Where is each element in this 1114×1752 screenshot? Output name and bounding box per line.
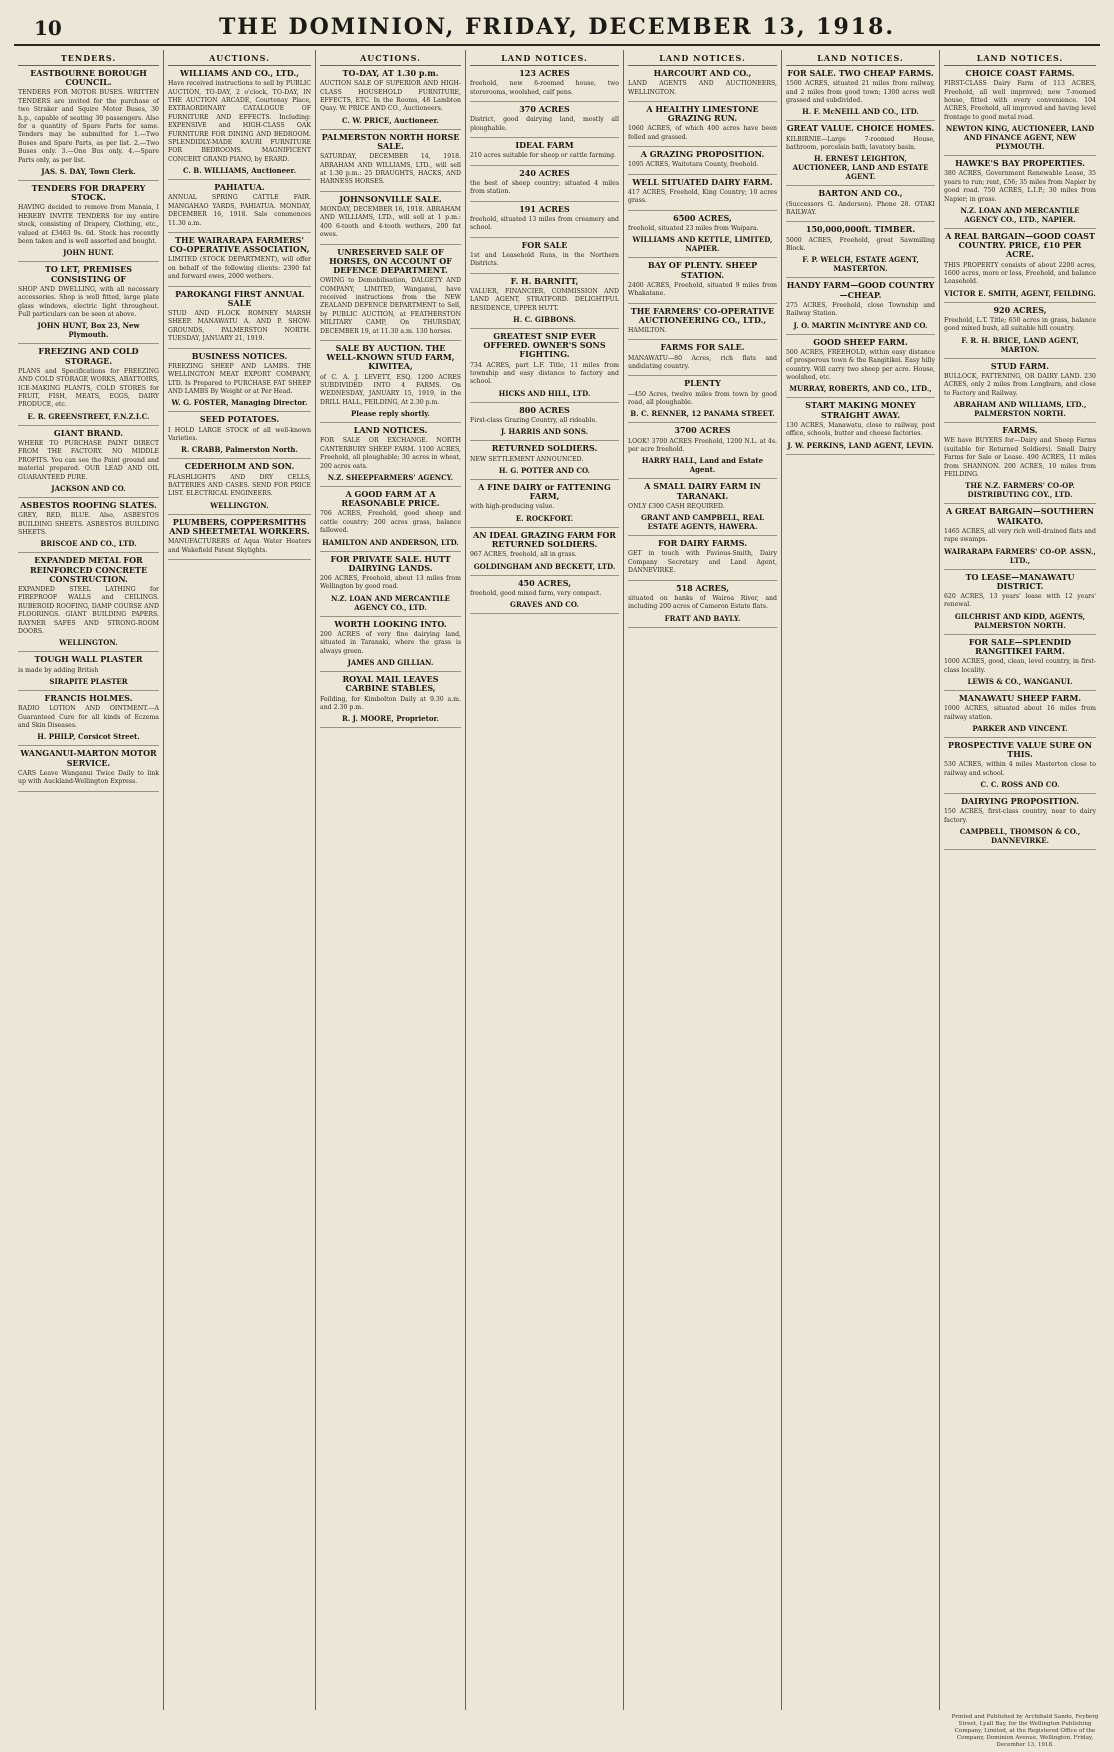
advertisement bbox=[320, 423, 461, 487]
ad-heading: GREATEST SNIP EVER OFFERED. OWNER'S SONS FIGHTING. bbox=[483, 331, 606, 360]
advertisement bbox=[18, 344, 159, 425]
advertisement bbox=[320, 617, 461, 672]
ad-signature: J. O. MARTIN McINTYRE AND CO. bbox=[793, 320, 928, 330]
ad-signature: BRISCOE AND CO., LTD. bbox=[40, 539, 137, 549]
ad-signature: B. C. RENNER, 12 PANAMA STREET. bbox=[630, 409, 775, 419]
ad-heading: WANGANUI-MARTON MOTOR SERVICE. bbox=[20, 748, 157, 768]
ad-heading: A FINE DAIRY or FATTENING FARM, bbox=[478, 481, 611, 502]
advertisement bbox=[18, 181, 159, 262]
ad-signature: H. G. POTTER AND CO. bbox=[498, 465, 591, 475]
ad-heading: HARCOURT AND CO., bbox=[653, 68, 752, 78]
column-heading: LAND NOTICES. bbox=[628, 50, 777, 66]
advertisement bbox=[18, 652, 159, 691]
ad-body-text: AUCTION SALE OF SUPERIOR AND HIGH-CLASS HOUSEHOLD FURNITURE, EFFECTS, ETC. In the Rooms, 48 Lambton Quay. W. PRICE AND CO., Auctioneers. bbox=[320, 80, 461, 113]
advertisement bbox=[168, 349, 311, 413]
ad-signature: C. C. ROSS AND CO. bbox=[980, 780, 1060, 790]
ad-signature: GRANT AND CAMPBELL, REAL ESTATE AGENTS, HAWERA. bbox=[640, 513, 765, 532]
ad-heading: THE FARMERS' CO-OPERATIVE AUCTIONEERING CO., LTD., bbox=[630, 305, 775, 325]
ad-body-text: 1500 ACRES, situated 21 miles from railway, and 2 miles from good town; 1300 acres well grassed and subdivided. bbox=[786, 80, 935, 104]
advertisement bbox=[628, 211, 777, 259]
advertisement bbox=[320, 487, 461, 552]
ad-signature: ABRAHAM AND WILLIAMS, LTD., PALMERSTON NORTH. bbox=[953, 400, 1087, 419]
advertisement bbox=[470, 66, 619, 102]
ad-signature: F. P. WELCH, ESTATE AGENT, MASTERTON. bbox=[802, 255, 919, 274]
advertisement bbox=[470, 274, 619, 329]
ad-heading: A GOOD FARM AT A REASONABLE PRICE. bbox=[341, 489, 440, 509]
ad-body-text: OWING to Demobilisation, DALGETY AND COMPANY, LIMITED, Wanganui, have received instructions from the NEW ZEALAND DEFENCE DEPARTMENT to Sell, by PUBLIC AUCTION, at FEATHERSTON MILITARY CAMP, On THURSDAY, DECEMBER 19, at 11.30 a.m. 130 horses. bbox=[320, 277, 461, 335]
ad-signature: J. HARRIS AND SONS. bbox=[500, 427, 589, 437]
advertisement bbox=[320, 66, 461, 130]
ad-signature: MURRAY, ROBERTS, AND CO., LTD., bbox=[789, 384, 932, 394]
ad-body-text: I HOLD LARGE STOCK of all well-known Varieties. bbox=[168, 426, 311, 443]
newspaper-title: THE DOMINION, FRIDAY, DECEMBER 13, 1918. bbox=[218, 14, 896, 40]
ad-body-text: SATURDAY, DECEMBER 14, 1918. ABRAHAM AND WILLIAMS, LTD., will sell at 1.30 p.m.: 25 DRAUGHTS, HACKS, AND HARNESS HORSES. bbox=[320, 153, 461, 186]
ad-signature: CAMPBELL, THOMSON & CO., DANNEVIRKE. bbox=[959, 827, 1081, 846]
ad-heading: ASBESTOS ROOFING SLATES. bbox=[20, 500, 157, 511]
ad-heading: 518 ACRES, bbox=[675, 582, 730, 593]
advertisement bbox=[18, 262, 159, 344]
ad-heading: TOUGH WALL PLASTER bbox=[34, 654, 143, 665]
ad-signature: GOLDINGHAM AND BECKETT, LTD. bbox=[473, 561, 616, 571]
ad-body-text: 706 ACRES, Freehold, good sheep and cattle country; 200 acres grass, balance fallowed. bbox=[320, 510, 461, 535]
advertisement bbox=[628, 479, 777, 536]
advertisement bbox=[168, 515, 311, 560]
ad-signature: WAIRARAPA FARMERS' CO-OP. ASSN., LTD., bbox=[944, 546, 1096, 565]
ad-body-text: HAVING decided to remove from Manaia, I HEREBY INVITE TENDERS for my entire stock, consisting of Drapery, Clothing, etc., valued at £3463 9s. 6d. Stock has recently been taken and is well assorted and bought. bbox=[18, 204, 159, 246]
ad-heading: 6500 ACRES, bbox=[673, 212, 732, 223]
ad-heading: FARMS FOR SALE. bbox=[660, 342, 745, 353]
ad-signature: JOHN HUNT, Box 23, New Plymouth. bbox=[37, 321, 140, 340]
ad-body-text: 1st and Leasehold Runs, in the Northern Districts. bbox=[470, 251, 619, 268]
ad-body-text: freehold, situated 13 miles from creamery and school. bbox=[470, 215, 619, 232]
ad-body-text: GET in touch with Pavious-Smith, Dairy Company Secretary and Land Agent, DANNEVIRKE. bbox=[628, 550, 777, 575]
ad-heading: CEDERHOLM AND SON. bbox=[184, 461, 295, 472]
ad-body-text: freehold, good mixed farm, very compact. bbox=[470, 589, 602, 597]
advertisement bbox=[944, 303, 1096, 359]
advertisement bbox=[168, 412, 311, 459]
ad-body-text: 2400 ACRES, Freehold, situated 9 miles from Whakatane. bbox=[628, 281, 777, 298]
ad-body-text: freehold, new 6-roomed house, two storerooms, woolshed, calf pens. bbox=[470, 80, 619, 96]
ad-body-text: situated on banks of Wairoa River, and including 200 acres of Cameron Estate flats. bbox=[628, 594, 777, 611]
ad-signature: GILCHRIST AND KIDD, AGENTS, PALMERSTON NORTH. bbox=[954, 611, 1086, 630]
advertisement bbox=[470, 238, 619, 274]
ad-body-text: SHOP AND DWELLING, with all necessary accessories. Shop is well fitted, large plate glass windows, electric light throughout. Full particulars can be seen at above. bbox=[18, 285, 159, 319]
masthead bbox=[14, 10, 1100, 46]
advertisement bbox=[320, 341, 461, 423]
advertisement bbox=[470, 102, 619, 138]
ad-heading: TENDERS FOR DRAPERY STOCK. bbox=[31, 183, 146, 203]
ad-heading: TO-DAY, AT 1.30 p.m. bbox=[342, 68, 439, 78]
ad-signature: C. W. PRICE, Auctioneer. bbox=[342, 115, 439, 125]
ad-body-text: (Successors G. Anderson). Phone 28. OTAKI RAILWAY. bbox=[786, 200, 935, 216]
ad-body-text: LAND AGENTS AND AUCTIONEERS, WELLINGTON. bbox=[628, 80, 777, 96]
ad-body-text: MONDAY, DECEMBER 16, 1918. ABRAHAM AND WILLIAMS, LTD., will sell at 1 p.m.: 400 6-tooth and 4-tooth wethers, 200 fat ewes. bbox=[320, 206, 461, 239]
ad-heading: FARMS. bbox=[1002, 425, 1038, 436]
ad-body-text: MANUFACTURERS of Aqua Water Heaters and Wakefield Patent Skylights. bbox=[168, 538, 311, 554]
advertisement bbox=[470, 576, 619, 615]
column-heading: AUCTIONS. bbox=[320, 50, 461, 66]
ad-signature: R. CRABB, Palmerston North. bbox=[181, 445, 298, 455]
advertisement bbox=[944, 156, 1096, 229]
ad-body-text: 200 ACRES of very fine dairying land, situated in Taranaki, where the grass is always green. bbox=[320, 631, 461, 655]
column-heading: LAND NOTICES. bbox=[470, 50, 619, 66]
ad-body-text: EXPANDED STEEL LATHING for FIREPROOF WALLS and CEILINGS. RUBEROID ROOFING, DAMP COURSE AND FLOORINGS. GIANT BUILDING PAPERS. RAYNER SAFES AND STRONG-ROOM DOORS. bbox=[18, 586, 159, 636]
ad-heading: BAY OF PLENTY. SHEEP STATION. bbox=[647, 260, 758, 280]
ad-heading: FOR DAIRY FARMS. bbox=[657, 538, 748, 549]
ad-heading: JOHNSONVILLE SALE. bbox=[339, 193, 442, 204]
ad-body-text: 1465 ACRES, all very rich well-drained flats and rape swamps. bbox=[944, 527, 1096, 544]
ad-signature: SIRAPITE PLASTER bbox=[49, 677, 128, 687]
advertisement bbox=[320, 245, 461, 341]
ad-heading: RETURNED SOLDIERS. bbox=[491, 443, 598, 454]
advertisement bbox=[944, 738, 1096, 794]
ad-signature: E. ROCKFORT. bbox=[515, 513, 574, 523]
advertisement bbox=[944, 794, 1096, 850]
ad-signature: VICTOR E. SMITH, AGENT, FEILDING. bbox=[944, 288, 1096, 298]
ad-body-text: TENDERS FOR MOTOR BUSES. WRITTEN TENDERS are invited for the purchase of two Straker and Squire Motor Buses, 30 h.p., capable of seating 30 passengers. Also for a quantity of Spare Parts for same. Tenders may be submitted for 1.—Two Buses and Spare Parts, as per list. 2.—Two Buses only. 3.—One Bus only. 4.—Spare Parts only, as per list. bbox=[18, 89, 159, 164]
ad-heading: EASTBOURNE BOROUGH COUNCIL. bbox=[30, 68, 147, 88]
advertisement bbox=[944, 66, 1096, 156]
ad-heading: 150,000,000ft. TIMBER. bbox=[805, 224, 916, 235]
ad-body-text: 620 ACRES, 13 years' lease with 12 years' renewal. bbox=[944, 593, 1096, 609]
ad-heading: PLUMBERS, COPPERSMITHS AND SHEETMETAL WORKERS. bbox=[169, 516, 310, 537]
ad-body-text: 417 ACRES, Freehold, King Country; 10 acres grass. bbox=[628, 188, 777, 205]
ad-body-text: the best of sheep country; situated 4 miles from station. bbox=[470, 179, 619, 196]
ad-body-text: STUD AND FLOCK ROMNEY MARSH SHEEP. MANAWATU A. AND P. SHOW-GROUNDS, PALMERSTON NORTH. TUESDAY, JANUARY 21, 1919. bbox=[168, 310, 311, 343]
ad-body-text: Freehold, L.T. Title; 650 acres in grass, balance good mixed bush, all suitable hill country. bbox=[944, 317, 1096, 333]
ad-heading: 450 ACRES, bbox=[517, 577, 572, 588]
ad-heading: 920 ACRES, bbox=[993, 304, 1047, 315]
ad-body-text: ONLY £300 CASH REQUIRED. bbox=[628, 502, 725, 510]
newspaper-columns bbox=[14, 50, 1100, 1710]
advertisement bbox=[944, 229, 1096, 303]
ad-body-text: ANNUAL SPRING CATTLE FAIR. MANGAHAO YARDS, PAHIATUA. MONDAY, DECEMBER 16, 1918. Sale commences 11.30 a.m. bbox=[168, 194, 311, 227]
ad-heading: A GREAT BARGAIN—SOUTHERN WAIKATO. bbox=[945, 506, 1095, 526]
advertisement bbox=[628, 147, 777, 175]
ad-heading: DAIRYING PROPOSITION. bbox=[960, 796, 1080, 807]
ad-signature: WELLINGTON. bbox=[210, 500, 269, 510]
column-5 bbox=[624, 50, 782, 1710]
ad-heading: FRANCIS HOLMES. bbox=[44, 693, 133, 704]
ad-signature: E. R. GREENSTREET, F.N.Z.I.C. bbox=[27, 411, 150, 421]
ad-body-text: District, good dairying land, mostly all ploughable. bbox=[470, 116, 619, 132]
advertisement bbox=[628, 66, 777, 102]
ad-signature: J. W. PERKINS, LAND AGENT, LEVIN. bbox=[787, 440, 934, 450]
ad-body-text: 734 ACRES, part L.F. Title, 11 miles from township and easy distance to factory and school. bbox=[470, 361, 619, 386]
ad-body-text: 967 ACRES, freehold, all in grass. bbox=[470, 551, 577, 559]
ad-body-text: 5000 ACRES, Freehold, great Sawmilling Block. bbox=[786, 236, 935, 252]
ad-body-text: 1000 ACRES, good, clean, level country, in first-class locality. bbox=[944, 658, 1096, 674]
advertisement bbox=[470, 528, 619, 576]
ad-signature: HICKS AND HILL, LTD. bbox=[498, 388, 591, 398]
advertisement bbox=[628, 258, 777, 303]
ad-heading: HANDY FARM—GOOD COUNTRY—CHEAP. bbox=[786, 280, 935, 300]
ad-heading: CHOICE COAST FARMS. bbox=[965, 68, 1075, 78]
ad-signature: N.Z. LOAN AND MERCANTILE AGENCY CO., LTD., NAPIER. bbox=[960, 206, 1080, 225]
ad-heading: WILLIAMS AND CO., LTD., bbox=[180, 68, 299, 78]
ad-signature: WILLIAMS AND KETTLE, LIMITED, NAPIER. bbox=[632, 235, 773, 254]
advertisement bbox=[786, 335, 935, 399]
ad-heading: GOOD SHEEP FARM. bbox=[813, 336, 908, 347]
ad-body-text: 530 ACRES, within 4 miles Masterton close to railway and school. bbox=[944, 761, 1096, 777]
ad-body-text: RADIO LOTION AND OINTMENT.—A Guaranteed Cure for all kinds of Eczema and Skin Diseases. bbox=[18, 705, 159, 730]
ad-heading: GIANT BRAND. bbox=[53, 427, 124, 438]
ad-heading: FREEZING AND COLD STORAGE. bbox=[38, 346, 139, 366]
ad-body-text: VALUER, FINANCIER, COMMISSION AND LAND AGENT, STRATFORD. DELIGHTFUL RESIDENCE, UPPER HUTT. bbox=[470, 287, 619, 312]
advertisement bbox=[320, 672, 461, 728]
ad-body-text: 210 acres suitable for sheep or cattle farming. bbox=[470, 152, 617, 160]
advertisement bbox=[944, 635, 1096, 691]
ad-body-text: 1095 ACRES, Waitotara County, freehold. bbox=[628, 161, 759, 169]
column-heading: AUCTIONS. bbox=[168, 50, 311, 66]
ad-body-text: CARS Leave Wanganui Twice Daily to link up with Auckland-Wellington Express. bbox=[18, 769, 159, 786]
advertisement bbox=[320, 130, 461, 192]
ad-body-text: Feilding, for Kimbolton Daily at 9.30 a.m. and 2.30 p.m. bbox=[320, 695, 461, 711]
ad-heading: GREAT VALUE. CHOICE HOMES. bbox=[786, 123, 935, 134]
advertisement bbox=[944, 504, 1096, 569]
ad-heading: TO LEASE—MANAWATU DISTRICT. bbox=[965, 571, 1075, 591]
ad-signature: FRATT AND BAYLY. bbox=[664, 613, 741, 623]
column-heading: LAND NOTICES. bbox=[944, 50, 1096, 66]
ad-body-text: KILBIRNIE—Large 7-roomed House, bathroom, porcelain bath, lavatory basin. bbox=[786, 135, 935, 151]
ad-signature: GRAVES AND CO. bbox=[509, 600, 579, 610]
ad-signature: F. R. H. BRICE, LAND AGENT, MARTON. bbox=[961, 335, 1079, 354]
column-7 bbox=[940, 50, 1100, 1710]
ad-signature: C. B. WILLIAMS, Auctioneer. bbox=[182, 166, 297, 176]
advertisement bbox=[944, 691, 1096, 738]
ad-body-text: 500 ACRES, FREEHOLD, within easy distance of prosperous town & the Rangitikei. Easy hilly country. Will carry two sheep per acre. House, woolshed, etc. bbox=[786, 348, 935, 381]
advertisement bbox=[628, 304, 777, 341]
ad-body-text: LIMITED (STOCK DEPARTMENT), will offer on behalf of the following clients: 2390 fat and forward ewes, 2000 wethers. bbox=[168, 256, 311, 281]
advertisement bbox=[18, 426, 159, 498]
ad-body-text: 130 ACRES, Manawatu, close to railway, post office, schools, butter and cheese factories. bbox=[786, 421, 935, 438]
column-4 bbox=[466, 50, 624, 1710]
ad-signature: HARRY HALL, Land and Estate Agent. bbox=[641, 456, 764, 475]
ad-heading: STUD FARM. bbox=[990, 360, 1050, 371]
advertisement bbox=[470, 403, 619, 442]
ad-heading: 240 ACRES bbox=[519, 167, 570, 178]
advertisement bbox=[628, 423, 777, 479]
ad-heading: EXPANDED METAL FOR REINFORCED CONCRETE CONSTRUCTION. bbox=[29, 555, 148, 584]
ad-body-text: 275 ACRES, Freehold, close Township and Railway Station. bbox=[786, 301, 935, 318]
ad-heading: UNRESERVED SALE OF HORSES, ON ACCOUNT OF DEFENCE DEPARTMENT. bbox=[329, 246, 452, 275]
advertisement bbox=[18, 553, 159, 652]
ad-body-text: FREEZING SHEEP AND LAMBS. THE WELLINGTON MEAT EXPORT COMPANY, LTD. Is Prepared to PURCHASE FAT SHEEP AND LAMBS By Weight or at Per Head. bbox=[168, 362, 311, 396]
ad-heading: A HEALTHY LIMESTONE GRAZING RUN. bbox=[646, 104, 759, 124]
ad-heading: TO LET, PREMISES CONSISTING OF bbox=[44, 264, 133, 284]
ad-heading: A GRAZING PROPOSITION. bbox=[640, 149, 765, 160]
ad-heading: FOR PRIVATE SALE. HUTT DAIRYING LANDS. bbox=[330, 553, 451, 573]
ad-heading: FOR SALE. TWO CHEAP FARMS. bbox=[787, 68, 934, 78]
column-heading: TENDERS. bbox=[18, 50, 159, 66]
ad-heading: PAHIATUA. bbox=[214, 182, 265, 193]
ad-heading: 800 ACRES bbox=[519, 404, 570, 415]
ad-heading: A SMALL DAIRY FARM IN TARANAKI. bbox=[644, 481, 761, 501]
ad-body-text: HAMILTON. bbox=[628, 326, 667, 334]
ad-signature: N.Z. LOAN AND MERCANTILE AGENCY CO., LTD. bbox=[331, 593, 450, 612]
advertisement bbox=[470, 329, 619, 403]
ad-signature: N.Z. SHEEPFARMERS' AGENCY. bbox=[327, 473, 454, 483]
ad-heading: THE WAIRARAPA FARMERS' CO-OPERATIVE ASSOCIATION, bbox=[169, 235, 310, 255]
advertisement bbox=[470, 166, 619, 202]
advertisement bbox=[18, 691, 159, 746]
ad-heading: PALMERSTON NORTH HORSE SALE. bbox=[321, 131, 460, 151]
ad-signature: Please reply shortly. bbox=[351, 409, 430, 419]
ad-signature: HAMILTON AND ANDERSON, LTD. bbox=[322, 537, 459, 547]
ad-signature: H. F. McNEILL AND CO., LTD. bbox=[802, 107, 919, 117]
ad-heading: 3700 ACRES bbox=[674, 425, 731, 436]
ad-body-text: 1060 ACRES, of which 400 acres have been felled and grassed. bbox=[628, 125, 777, 141]
ad-body-text: with high-producing value. bbox=[470, 503, 555, 511]
ad-body-text: is made by adding British bbox=[18, 666, 99, 674]
advertisement bbox=[786, 186, 935, 222]
ad-heading: BUSINESS NOTICES. bbox=[191, 350, 288, 361]
ad-body-text: GREY, RED, BLUE. Also, ASBESTOS BUILDING SHEETS. ASBESTOS BUILDING SHEETS. bbox=[18, 512, 159, 537]
advertisement bbox=[944, 570, 1096, 635]
ad-body-text: WE have BUYERS for—Dairy and Sheep Farms (suitable for Returned Soldiers). Small Dairy Farms for Sale or Lease. 490 ACRES, 11 miles from SHANNON. 200 ACRES, 10 miles from FEILDING. bbox=[944, 437, 1096, 479]
ad-heading: IDEAL FARM bbox=[515, 140, 574, 150]
ad-body-text: FIRST-CLASS Dairy Farm of 113 ACRES, Freehold, all well improved; new 7-roomed house, fitted with every convenience. 104 ACRES, Freehold, all improved and having level frontage to good metal road. bbox=[944, 80, 1096, 121]
column-1 bbox=[14, 50, 164, 1710]
advertisement bbox=[786, 222, 935, 278]
ad-signature: PARKER AND VINCENT. bbox=[972, 724, 1068, 733]
ad-heading: 123 ACRES bbox=[519, 68, 570, 78]
ad-body-text: FLASHLIGHTS AND DRY CELLS, BATTERIES AND CASES. SEND FOR PRICE LIST. ELECTRICAL ENGINEERS. bbox=[168, 473, 311, 498]
ad-heading: F. H. BARNITT, bbox=[510, 275, 579, 286]
advertisement bbox=[168, 233, 311, 287]
advertisement bbox=[628, 102, 777, 147]
ad-body-text: WHERE TO PURCHASE PAINT DIRECT FROM THE FACTORY. NO MIDDLE PROFITS. You can see the Paint ground and material prepared. OUR LEAD AND OIL GUARANTEED PURE. bbox=[18, 440, 159, 481]
ad-body-text: Have received instructions to sell by PUBLIC AUCTION, TO-DAY, 2 o'clock, TO-DAY, IN THE AUCTION ARCADE, Courtenay Place, EXTRAORDINARY CATALOGUE OF FURNITURE AND EFFECTS. Including: EXPENSIVE and HIGH-CLASS OAK FURNITURE FOR DINING AND BEDROOM. SPLENDIDLY-MADE KAURI FURNITURE FOR BEDROOMS. MAGNIFICENT CONCERT GRAND PIANO, by ERARD. bbox=[168, 80, 311, 163]
ad-heading: LAND NOTICES. bbox=[353, 425, 428, 436]
ad-heading: PROSPECTIVE VALUE SURE ON THIS. bbox=[947, 740, 1093, 760]
ad-signature: R. J. MOORE, Proprietor. bbox=[341, 714, 439, 724]
printer-imprint: Printed and Published by Archibald Sando, Feyberg Street, Lyall Bay, for the Wellington Publishing Company, Limited, at the Registered Office of the Company, Dominion Avenue, Wellington, Friday, December 13, 1918. bbox=[951, 1714, 1099, 1748]
column-6 bbox=[782, 50, 940, 1710]
ad-heading: PLENTY bbox=[684, 378, 721, 389]
advertisement bbox=[168, 459, 311, 514]
advertisement bbox=[786, 121, 935, 186]
advertisement bbox=[628, 581, 777, 628]
column-2 bbox=[164, 50, 316, 1710]
ad-body-text: 150 ACRES, first-class country, near to dairy factory. bbox=[944, 808, 1096, 824]
ad-signature: NEWTON KING, AUCTIONEER, LAND AND FINANCE AGENT, NEW PLYMOUTH. bbox=[945, 124, 1095, 152]
ad-signature: WELLINGTON. bbox=[59, 638, 118, 648]
ad-heading: 370 ACRES bbox=[519, 104, 570, 114]
ad-body-text: freehold, situated 23 miles from Waipara. bbox=[628, 224, 759, 232]
ad-body-text: LOOK! 3700 ACRES Freehold, 1200 N.L. at 4s. per acre freehold. bbox=[628, 437, 777, 453]
page-number: 10 bbox=[34, 16, 62, 40]
column-heading: LAND NOTICES. bbox=[786, 50, 935, 66]
ad-signature: LEWIS & CO., WANGANUI. bbox=[967, 677, 1073, 686]
ad-body-text: 1000 ACRES, situated about 16 miles from railway station. bbox=[944, 705, 1096, 721]
advertisement bbox=[470, 138, 619, 166]
ad-signature: H. PHILP, Corsicot Street. bbox=[37, 732, 140, 742]
advertisement bbox=[786, 66, 935, 121]
advertisement bbox=[786, 278, 935, 334]
advertisement bbox=[786, 398, 935, 454]
ad-heading: ROYAL MAIL LEAVES CARBINE STABLES, bbox=[342, 674, 439, 694]
advertisement bbox=[944, 359, 1096, 423]
ad-signature: W. G. FOSTER, Managing Director. bbox=[171, 398, 308, 408]
advertisement bbox=[18, 498, 159, 553]
ad-signature: JACKSON AND CO. bbox=[51, 484, 126, 494]
ad-body-text: THIS PROPERTY consists of about 2200 acres, 1600 acres, more or less, Freehold, and balance Leasehold. bbox=[944, 261, 1096, 286]
ad-body-text: FOR SALE OR EXCHANGE. NORTH CANTERBURY SHEEP FARM. 1100 ACRES, Freehold, all ploughable; 30 acres in wheat, 200 acres oats. bbox=[320, 437, 461, 470]
advertisement bbox=[944, 423, 1096, 504]
ad-heading: FOR SALE—SPLENDID RANGITIKEI FARM. bbox=[968, 636, 1072, 656]
advertisement bbox=[168, 180, 311, 233]
ad-heading: AN IDEAL GRAZING FARM FOR RETURNED SOLDIERS. bbox=[473, 529, 616, 549]
advertisement bbox=[168, 66, 311, 180]
ad-heading: SEED POTATOES. bbox=[199, 414, 280, 425]
ad-body-text: MANAWATU—80 Acres, rich flats and undulating country. bbox=[628, 354, 777, 370]
ad-heading: 191 ACRES bbox=[519, 203, 570, 214]
ad-signature: JOHN HUNT. bbox=[63, 248, 114, 258]
ad-body-text: 206 ACRES, Freehold, about 13 miles from Wellington by good road. bbox=[320, 575, 461, 591]
advertisement bbox=[628, 376, 777, 423]
ad-body-text: First-class Grazing Country, all rideable. bbox=[470, 416, 598, 424]
ad-body-text: 380 ACRES, Government Renewable Lease, 35 years to run; rent, £56; 35 miles from Napier by good road. 750 ACRES, L.I.P.; 30 miles from Napier; in grass. bbox=[944, 170, 1096, 203]
ad-heading: FOR SALE bbox=[521, 239, 568, 250]
column-3 bbox=[316, 50, 466, 1710]
advertisement bbox=[320, 192, 461, 245]
advertisement bbox=[470, 441, 619, 480]
ad-heading: BARTON AND CO., bbox=[818, 188, 903, 199]
advertisement bbox=[628, 536, 777, 580]
ad-heading: MANAWATU SHEEP FARM. bbox=[958, 693, 1082, 703]
ad-signature: H. ERNEST LEIGHTON, AUCTIONEER, LAND AND ESTATE AGENT. bbox=[792, 154, 929, 182]
advertisement bbox=[470, 480, 619, 528]
advertisement bbox=[18, 66, 159, 181]
ad-heading: WELL SITUATED DAIRY FARM. bbox=[632, 176, 773, 187]
ad-signature: JAS. S. DAY, Town Clerk. bbox=[41, 167, 136, 177]
ad-heading: HAWKE'S BAY PROPERTIES. bbox=[955, 158, 1085, 169]
ad-body-text: of C. A. J. LEVETT, ESQ. 1200 ACRES SUBDIVIDED INTO 4 FARMS. On WEDNESDAY, JANUARY 15, 1919, in the DRILL HALL, FEILDING, At 2.30 p.m. bbox=[320, 373, 461, 406]
ad-heading: PAROKANGI FIRST ANNUAL SALE bbox=[175, 288, 304, 308]
ad-heading: START MAKING MONEY STRAIGHT AWAY. bbox=[805, 400, 916, 420]
ad-signature: H. C. GIBBONS. bbox=[513, 315, 576, 324]
advertisement bbox=[18, 746, 159, 791]
ad-body-text: NEW SETTLEMENT ANNOUNCED. bbox=[470, 455, 584, 463]
advertisement bbox=[168, 287, 311, 349]
ad-body-text: BULLOCK, FATTENING, OR DAIRY LAND. 230 ACRES, only 2 miles from Longburn, and close to Factory and Railway. bbox=[944, 373, 1096, 397]
ad-body-text: —450 Acres, twelve miles from town by good road, all ploughable. bbox=[628, 390, 777, 406]
ad-body-text: PLANS and Specifications for FREEZING AND COLD STORAGE WORKS, ABATTOIRS, ICE-MAKING PLANTS, COLD STORES for FRUIT, FISH, MEATS, EGGS, DAIRY PRODUCE, etc. bbox=[18, 367, 159, 409]
ad-heading: WORTH LOOKING INTO. bbox=[334, 618, 447, 629]
ad-heading: A REAL BARGAIN—GOOD COAST COUNTRY. PRICE, £10 PER ACRE. bbox=[945, 231, 1095, 260]
ad-signature: THE N.Z. FARMERS' CO-OP. DISTRIBUTING COY., LTD. bbox=[965, 481, 1075, 500]
ad-signature: JAMES AND GILLIAN. bbox=[347, 658, 434, 668]
ad-heading: SALE BY AUCTION. THE WELL-KNOWN STUD FARM, KIWITEA, bbox=[326, 343, 455, 372]
advertisement bbox=[628, 175, 777, 211]
advertisement bbox=[628, 340, 777, 376]
advertisement bbox=[470, 202, 619, 238]
advertisement bbox=[320, 552, 461, 617]
